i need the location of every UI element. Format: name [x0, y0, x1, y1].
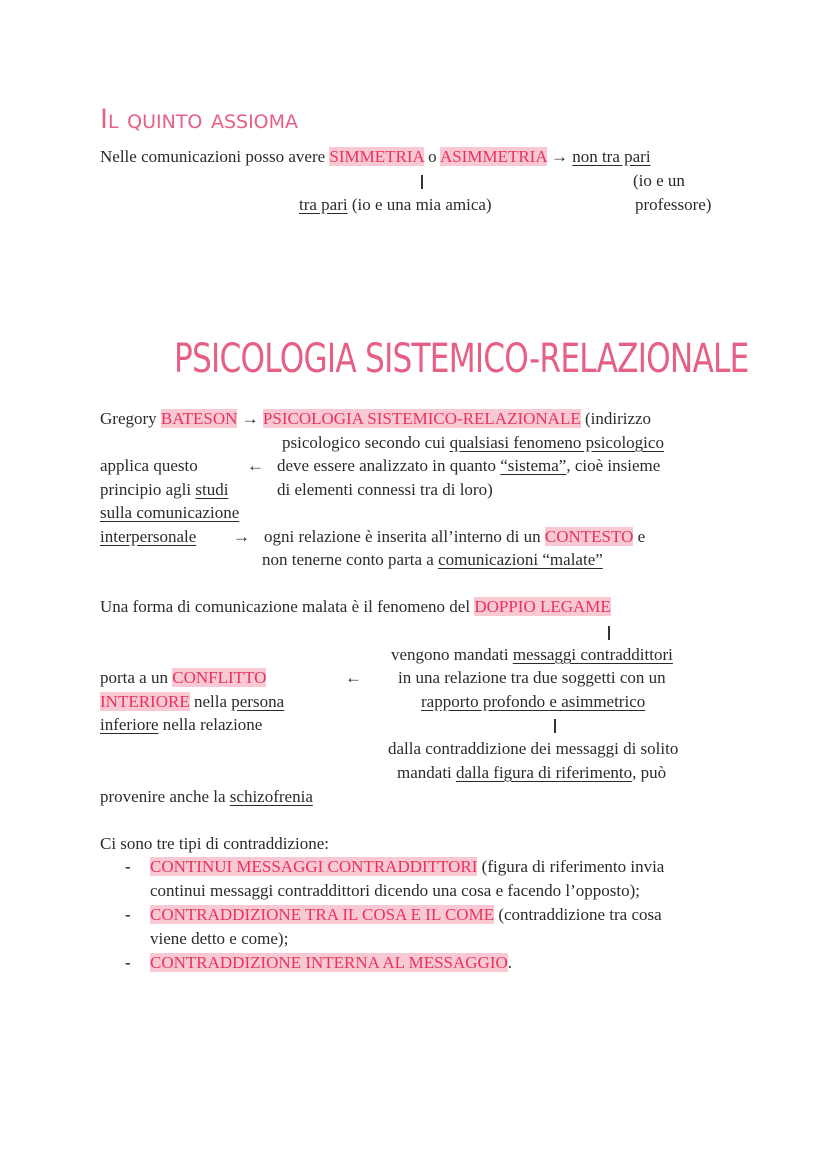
underlined: schizofrenia [229, 787, 313, 806]
not-peers-example-2: professore) [635, 195, 712, 214]
section-title-quinto-assioma: Il quinto assioma [100, 104, 299, 135]
text: (io e una mia amica) [347, 195, 492, 214]
list-item-2-line-2: viene detto e come); [150, 929, 289, 948]
highlight-simmetria: SIMMETRIA [329, 147, 424, 166]
text: Una forma di comunicazione malata è il fenomeno del [100, 597, 475, 616]
definition-line-4: di elementi connessi tra di loro) [277, 480, 493, 499]
not-peers-example-1: (io e un [633, 171, 685, 190]
underlined: dalla figura di riferimento [456, 763, 633, 782]
text: nella relazione [158, 715, 263, 734]
left-text-4: interpersonale [100, 527, 197, 546]
arrow: → [546, 147, 573, 166]
highlight-interiore: INTERIORE [100, 692, 190, 711]
highlight-doppio-legame: DOPPIO LEGAME [474, 597, 611, 616]
not-peers-text: non tra pari [572, 147, 651, 166]
context-line-2 [262, 549, 603, 571]
text: non tenerne conto parta a [262, 550, 439, 569]
list-item-1-line-1 [150, 856, 664, 878]
text: e [633, 527, 646, 546]
arrow-left: ← [345, 668, 362, 687]
arrow-right: → [233, 527, 250, 546]
connector-line [608, 626, 610, 640]
left-text-3: sulla comunicazione [100, 503, 240, 522]
list-item-2-line-1 [150, 904, 662, 926]
section-title-psicologia: PSICOLOGIA SISTEMICO-RELAZIONALE [174, 336, 749, 382]
highlight-item-3: CONTRADDIZIONE INTERNA AL MESSAGGIO [150, 953, 508, 972]
list-item-1-line-2: continui messaggi contraddittori dicendo una cosa e facendo l’opposto); [150, 881, 641, 900]
schizophrenia-line [100, 786, 313, 808]
text: principio agli [100, 480, 196, 499]
list-item-3 [150, 952, 512, 974]
connector-line [554, 719, 556, 733]
highlight-asimmetria: ASIMMETRIA [439, 147, 547, 166]
right-line-4: dalla contraddizione dei messaggi di solito [388, 739, 679, 758]
left-line-2 [100, 691, 284, 713]
underlined: studi [195, 480, 229, 499]
text: Gregory [100, 409, 161, 428]
text: , può [632, 763, 667, 782]
definition-line-2 [282, 432, 664, 454]
text: (contraddizione tra cosa [494, 905, 662, 924]
highlight-psr: PSICOLOGIA SISTEMICO-RELAZIONALE [262, 409, 581, 428]
bullet: - [125, 905, 131, 924]
double-bind-line [100, 596, 611, 618]
text: , cioè insieme [566, 456, 661, 475]
text: deve essere analizzato in quanto [277, 456, 501, 475]
symmetry-line [100, 146, 651, 168]
left-text-2 [100, 479, 228, 501]
underlined: persona [231, 692, 285, 711]
text: (figura di riferimento invia [477, 857, 665, 876]
right-line-5 [397, 762, 666, 784]
contradiction-intro: Ci sono tre tipi di contraddizione: [100, 834, 329, 853]
right-line-1 [391, 644, 673, 666]
peers-line [299, 194, 492, 216]
text: provenire anche la [100, 787, 230, 806]
text: ogni relazione è inserita all’interno di un [264, 527, 545, 546]
text: vengono mandati [391, 645, 513, 664]
context-line-1 [264, 526, 645, 548]
arrow: → [237, 409, 263, 428]
highlight-conflitto: CONFLITTO [172, 668, 267, 687]
bullet: - [125, 857, 131, 876]
bateson-line [100, 408, 651, 430]
left-line-1 [100, 667, 266, 689]
left-line-3 [100, 714, 262, 736]
right-line-3: rapporto profondo e asimmetrico [421, 692, 646, 711]
bullet: - [125, 953, 131, 972]
connector-line [421, 175, 423, 189]
text: mandati [397, 763, 457, 782]
text: o [423, 147, 440, 166]
underlined: comunicazioni “malate” [438, 550, 603, 569]
left-text-1: applica questo [100, 456, 198, 475]
text: nella [189, 692, 232, 711]
highlight-item-1: CONTINUI MESSAGGI CONTRADDITTORI [150, 857, 478, 876]
underlined: messaggi contraddittori [512, 645, 673, 664]
text: (indirizzo [580, 409, 652, 428]
text: psicologico secondo cui [282, 433, 450, 452]
highlight-contesto: CONTESTO [544, 527, 634, 546]
underlined: “sistema” [500, 456, 567, 475]
arrow-left: ← [247, 456, 264, 475]
text: . [507, 953, 513, 972]
underlined: inferiore [100, 715, 159, 734]
right-line-2: in una relazione tra due soggetti con un [398, 668, 666, 687]
highlight-item-2: CONTRADDIZIONE TRA IL COSA E IL COME [150, 905, 495, 924]
peers-text: tra pari [299, 195, 348, 214]
highlight-bateson: BATESON [160, 409, 238, 428]
underlined: qualsiasi fenomeno psicologico [449, 433, 664, 452]
text: porta a un [100, 668, 173, 687]
definition-line-3 [277, 455, 660, 477]
text: Nelle comunicazioni posso avere [100, 147, 330, 166]
